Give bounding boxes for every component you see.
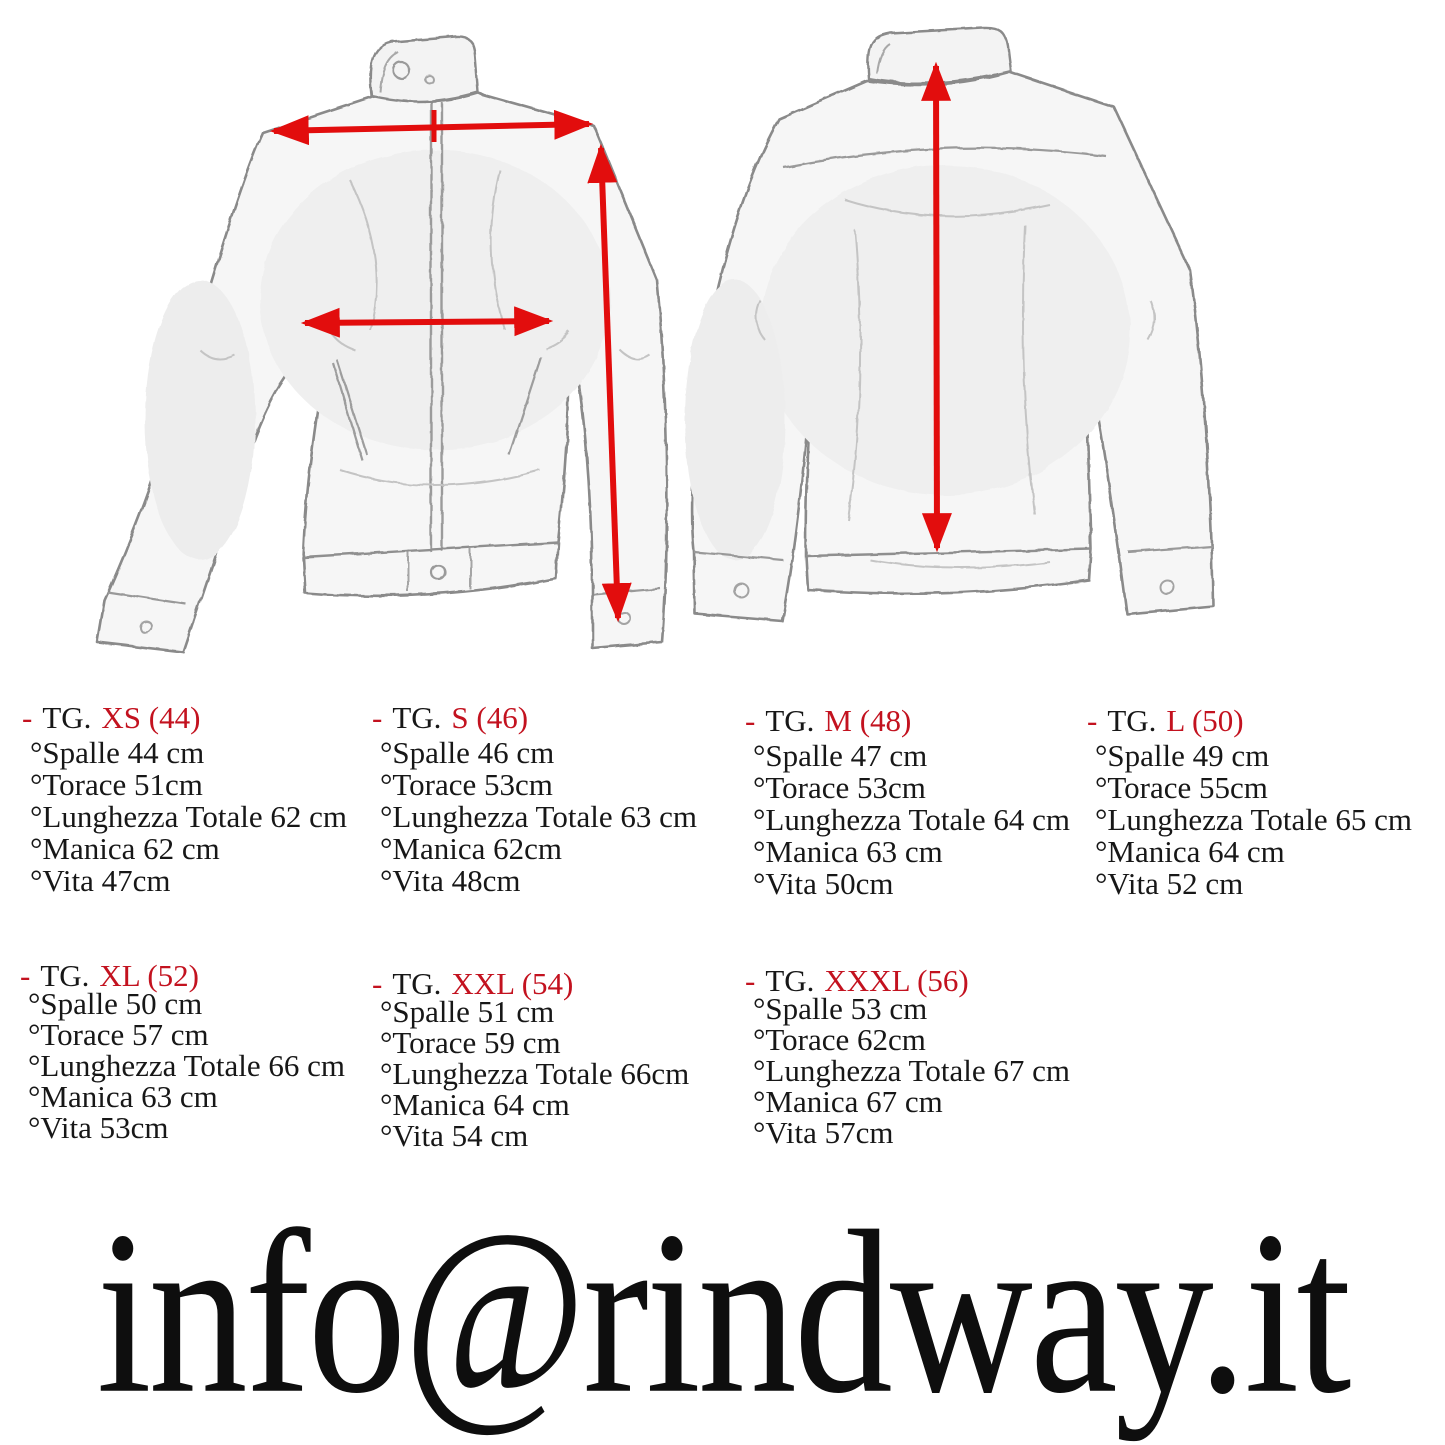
back-sleeve-shading: [685, 280, 785, 560]
measure-lunghezza: °Lunghezza Totale 66cm: [380, 1056, 690, 1091]
measure-spalle: °Spalle 53 cm: [753, 991, 928, 1026]
measure-vita: °Vita 54 cm: [380, 1118, 529, 1153]
front-shading: [260, 150, 610, 450]
back-length-arrow: [936, 66, 937, 548]
measure-manica: °Manica 63 cm: [28, 1079, 218, 1114]
chest-width-arrow: [305, 321, 549, 323]
measure-manica: °Manica 64 cm: [1095, 834, 1285, 869]
measure-torace: °Torace 62cm: [753, 1022, 926, 1057]
size-label: XS (44): [101, 700, 201, 735]
back-shading: [760, 165, 1130, 495]
size-block-xs: [22, 700, 347, 897]
size-header-xxxl: [745, 963, 1070, 998]
measure-manica: °Manica 64 cm: [380, 1087, 570, 1122]
dash: -: [745, 963, 756, 998]
measure-vita: °Vita 53cm: [28, 1110, 169, 1145]
measure-spalle: °Spalle 49 cm: [1095, 738, 1270, 773]
measure-spalle: °Spalle 46 cm: [380, 735, 555, 770]
measure-torace: °Torace 53cm: [753, 770, 926, 805]
measure-manica: °Manica 63 cm: [753, 834, 943, 869]
measure-vita: °Vita 57cm: [753, 1115, 894, 1150]
measure-lunghezza: °Lunghezza Totale 67 cm: [753, 1053, 1070, 1088]
measure-torace: °Torace 57 cm: [28, 1017, 209, 1052]
measure-torace: °Torace 59 cm: [380, 1025, 561, 1060]
tg-label: TG.: [765, 963, 815, 998]
measure-spalle: °Spalle 50 cm: [28, 986, 203, 1021]
measure-lunghezza: °Lunghezza Totale 66 cm: [28, 1048, 345, 1083]
tg-label: TG.: [392, 966, 442, 1001]
size-label: L (50): [1166, 703, 1244, 738]
size-block-l: [1087, 703, 1412, 900]
size-header-l: [1087, 703, 1412, 740]
front-sleeve-shading: [145, 280, 255, 560]
size-block-m: [745, 703, 1070, 900]
size-label: XXXL (56): [824, 963, 969, 998]
size-block-s: [372, 700, 697, 897]
size-label: M (48): [824, 703, 912, 738]
dash: -: [22, 700, 33, 735]
measure-torace: °Torace 51cm: [30, 767, 203, 802]
measure-lunghezza: °Lunghezza Totale 62 cm: [30, 799, 347, 834]
size-header-xxl: [372, 966, 689, 1001]
size-header-s: [372, 700, 697, 737]
measure-vita: °Vita 52 cm: [1095, 866, 1244, 901]
measure-vita: °Vita 50cm: [753, 866, 894, 901]
measure-vita: °Vita 48cm: [380, 863, 521, 898]
measure-manica: °Manica 67 cm: [753, 1084, 943, 1119]
tg-label: TG.: [765, 703, 815, 738]
measure-manica: °Manica 62 cm: [30, 831, 220, 866]
dash: -: [20, 958, 31, 993]
measure-torace: °Torace 53cm: [380, 767, 553, 802]
measure-lunghezza: °Lunghezza Totale 65 cm: [1095, 802, 1412, 837]
dash: -: [372, 966, 383, 1001]
tg-label: TG.: [1107, 703, 1157, 738]
size-header-xs: [22, 700, 347, 737]
tg-label: TG.: [392, 700, 442, 735]
measure-spalle: °Spalle 47 cm: [753, 738, 928, 773]
measure-manica: °Manica 62cm: [380, 831, 562, 866]
jacket-measurement-diagram: [0, 0, 1445, 690]
dash: -: [372, 700, 383, 735]
measure-torace: °Torace 55cm: [1095, 770, 1268, 805]
size-label: XXL (54): [451, 966, 574, 1001]
measure-spalle: °Spalle 51 cm: [380, 994, 555, 1029]
size-header-xl: [20, 958, 345, 993]
measure-lunghezza: °Lunghezza Totale 63 cm: [380, 799, 697, 834]
measure-lunghezza: °Lunghezza Totale 64 cm: [753, 802, 1070, 837]
size-block-xxl: [372, 966, 689, 1151]
size-label: S (46): [451, 700, 529, 735]
measure-spalle: °Spalle 44 cm: [30, 735, 205, 770]
contact-email: info@rindway.it: [96, 1183, 1349, 1442]
size-block-xxxl: [745, 963, 1070, 1148]
size-header-m: [745, 703, 1070, 740]
back-collar: [868, 28, 1011, 83]
measure-vita: °Vita 47cm: [30, 863, 171, 898]
dash: -: [1087, 703, 1098, 738]
dash: -: [745, 703, 756, 738]
front-collar: [371, 37, 478, 102]
jacket-back-sketch: [685, 28, 1213, 621]
tg-label: TG.: [42, 700, 92, 735]
size-block-xl: [20, 958, 345, 1143]
tg-label: TG.: [40, 958, 90, 993]
size-label: XL (52): [99, 958, 199, 993]
